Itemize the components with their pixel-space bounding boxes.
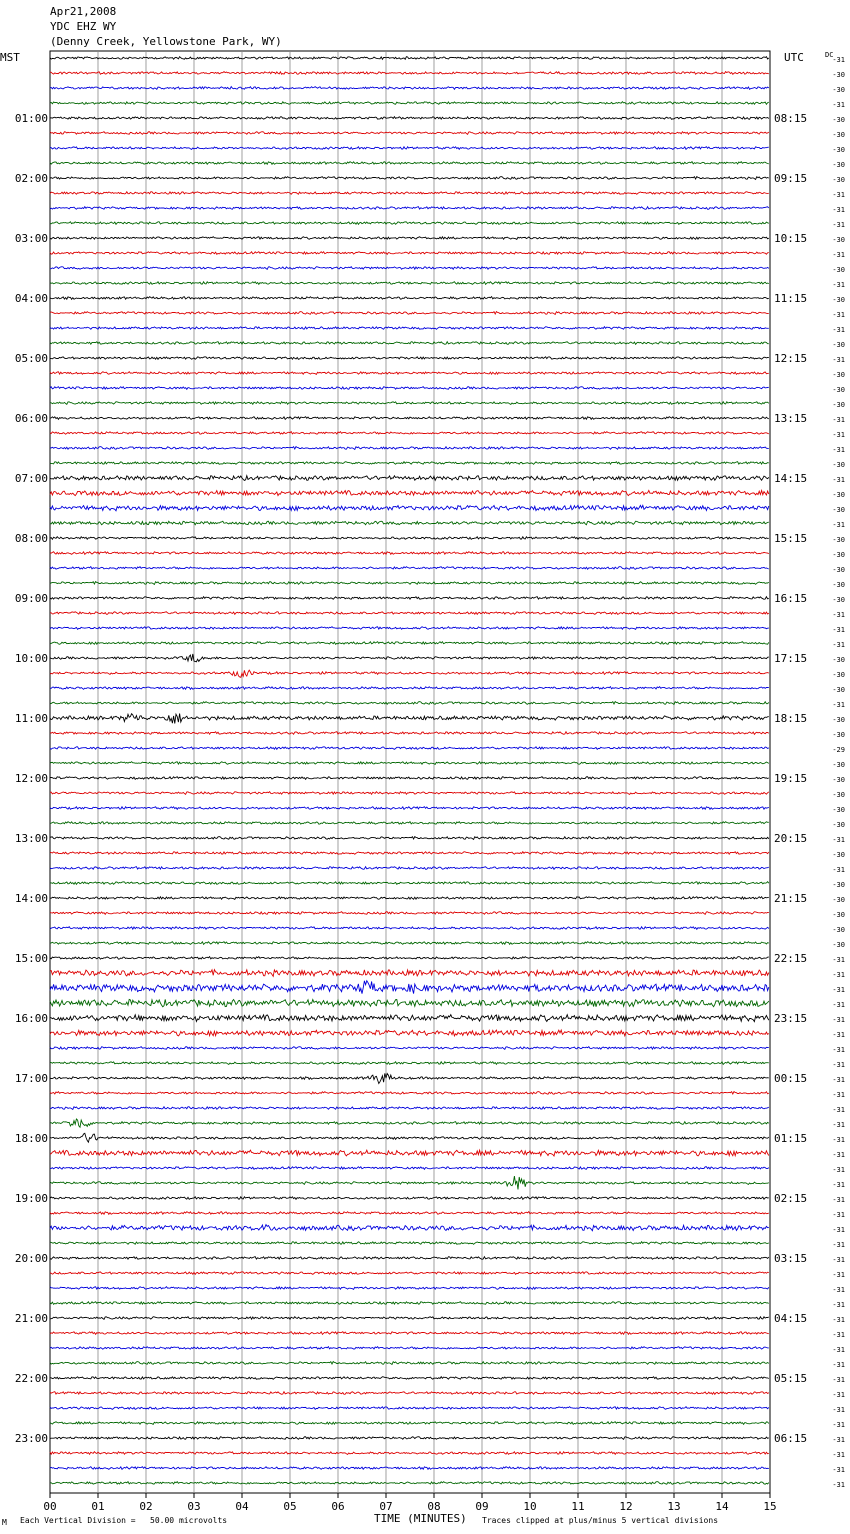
dc-offset-label: -30 (832, 176, 845, 184)
trace-row (50, 957, 769, 960)
trace-row (50, 582, 769, 585)
x-tick-label: 14 (715, 1500, 729, 1513)
trace-row (50, 1176, 769, 1189)
trace-row (50, 670, 769, 677)
trace-row (50, 970, 769, 977)
dc-offset-label: -31 (832, 1406, 845, 1414)
trace-row (50, 282, 769, 285)
scale-note: Each Vertical Division = 50.00 microvolts (20, 1516, 228, 1525)
right-hour-label: 21:15 (774, 892, 808, 905)
trace-row (50, 981, 769, 994)
dc-offset-label: -31 (832, 1466, 845, 1474)
dc-offset-label: -30 (832, 761, 845, 769)
station-location: (Denny Creek, Yellowstone Park, WY) (50, 35, 282, 48)
dc-offset-label: -30 (832, 506, 845, 514)
dc-offset-label: -31 (832, 1286, 845, 1294)
dc-offset-label: -31 (832, 1181, 845, 1189)
x-tick-label: 00 (43, 1500, 57, 1513)
dc-offset-label: -31 (832, 281, 845, 289)
left-hour-label: 13:00 (14, 832, 48, 845)
right-hour-label: 02:15 (774, 1192, 808, 1205)
trace-row (50, 654, 769, 662)
left-hour-label: 09:00 (14, 592, 48, 605)
trace-row (50, 372, 769, 375)
dc-offset-label: -31 (832, 1166, 845, 1174)
dc-offset-label: -31 (832, 971, 845, 979)
dc-offset-label: -30 (832, 911, 845, 919)
trace-row (50, 612, 769, 615)
trace-row (50, 1257, 769, 1260)
trace-row (50, 132, 769, 135)
right-hour-label: 13:15 (774, 412, 808, 425)
dc-offset-label: -31 (832, 956, 845, 964)
x-tick-label: 07 (379, 1500, 393, 1513)
dc-offset-label: -31 (832, 1151, 845, 1159)
trace-row (50, 237, 769, 240)
trace-row (50, 1437, 769, 1440)
dc-offset-label: -30 (832, 941, 845, 949)
trace-row (50, 222, 769, 225)
left-hour-label: 07:00 (14, 472, 48, 485)
trace-row (50, 1062, 769, 1065)
dc-offset-label: -30 (832, 671, 845, 679)
dc-offset-label: -31 (832, 1421, 845, 1429)
right-hour-label: 16:15 (774, 592, 808, 605)
trace-row (50, 687, 769, 690)
left-hour-label: 23:00 (14, 1432, 48, 1445)
right-timezone-label: UTC (784, 51, 804, 64)
left-hour-label: 08:00 (14, 532, 48, 545)
trace-row (50, 87, 769, 90)
dc-offset-label: -29 (832, 746, 845, 754)
trace-row (50, 702, 769, 705)
x-tick-label: 05 (283, 1500, 297, 1513)
right-hour-label: 15:15 (774, 532, 808, 545)
dc-offset-label: -31 (832, 56, 845, 64)
dc-offset-label: -31 (832, 431, 845, 439)
clip-note: Traces clipped at plus/minus 5 vertical divisions (482, 1516, 719, 1525)
x-tick-label: 13 (667, 1500, 681, 1513)
dc-offset-label: -30 (832, 266, 845, 274)
trace-row (50, 432, 769, 435)
dc-offset-label: -31 (832, 1196, 845, 1204)
dc-offset-label: -30 (832, 851, 845, 859)
trace-row (50, 72, 769, 75)
left-hour-label: 06:00 (14, 412, 48, 425)
trace-row (50, 642, 769, 645)
trace-row (50, 837, 769, 840)
dc-offset-label: -31 (832, 446, 845, 454)
dc-offset-label: -31 (832, 1451, 845, 1459)
right-hour-label: 03:15 (774, 1252, 808, 1265)
dc-offset-label: -31 (832, 866, 845, 874)
right-hour-label: 09:15 (774, 172, 808, 185)
dc-offset-label: -31 (832, 1001, 845, 1009)
dc-offset-label: -30 (832, 596, 845, 604)
x-tick-label: 12 (619, 1500, 633, 1513)
right-hour-label: 08:15 (774, 112, 808, 125)
dc-offset-label: -30 (832, 341, 845, 349)
trace-row (50, 117, 769, 120)
right-hour-label: 06:15 (774, 1432, 808, 1445)
dc-offset-label: -30 (832, 71, 845, 79)
dc-offset-label: -30 (832, 791, 845, 799)
trace-row (50, 807, 769, 810)
trace-row (50, 312, 769, 315)
trace-row (50, 537, 769, 540)
dc-offset-label: -30 (832, 131, 845, 139)
dc-offset-label: -31 (832, 191, 845, 199)
dc-offset-label: -31 (832, 1031, 845, 1039)
trace-row (50, 762, 769, 765)
x-tick-label: 01 (91, 1500, 105, 1513)
trace-row (50, 521, 769, 525)
trace-row (50, 1422, 769, 1425)
left-timezone-label: MST (0, 51, 20, 64)
trace-row (50, 1047, 769, 1050)
dc-offset-label: -31 (832, 476, 845, 484)
station-code: YDC EHZ WY (50, 20, 117, 33)
dc-offset-label: -31 (832, 521, 845, 529)
left-hour-label: 19:00 (14, 1192, 48, 1205)
dc-offset-label: -30 (832, 461, 845, 469)
dc-offset-label: -31 (832, 1091, 845, 1099)
trace-row (50, 297, 769, 300)
dc-offset-label: -31 (832, 1436, 845, 1444)
x-tick-label: 03 (187, 1500, 201, 1513)
dc-offset-label: -30 (832, 686, 845, 694)
trace-row (50, 1212, 769, 1215)
left-hour-label: 01:00 (14, 112, 48, 125)
trace-row (50, 1167, 769, 1170)
right-hour-label: 12:15 (774, 352, 808, 365)
trace-row (50, 1150, 769, 1156)
left-hour-label: 12:00 (14, 772, 48, 785)
x-tick-label: 08 (427, 1500, 441, 1513)
right-hour-label: 10:15 (774, 232, 808, 245)
trace-row (50, 1317, 769, 1320)
dc-offset-label: -30 (832, 236, 845, 244)
trace-row (50, 102, 769, 105)
dc-offset-label: -30 (832, 401, 845, 409)
trace-row (50, 252, 769, 255)
trace-row (50, 1407, 769, 1410)
trace-row (50, 927, 769, 930)
dc-offset-label: -31 (832, 221, 845, 229)
dc-offset-label: -31 (832, 1061, 845, 1069)
left-hour-label: 16:00 (14, 1012, 48, 1025)
right-hour-label: 22:15 (774, 952, 808, 965)
trace-row (50, 192, 769, 195)
trace-row (50, 57, 769, 60)
dc-offset-label: -31 (832, 1256, 845, 1264)
dc-offset-label: -31 (832, 641, 845, 649)
dc-offset-label: -31 (832, 1121, 845, 1129)
right-hour-label: 01:15 (774, 1132, 808, 1145)
dc-offset-label: -31 (832, 626, 845, 634)
trace-row (50, 1133, 769, 1142)
dc-offset-label: -31 (832, 1241, 845, 1249)
trace-row (50, 1092, 769, 1095)
dc-offset-label: -31 (832, 1346, 845, 1354)
trace-row (50, 1015, 769, 1022)
dc-offset-label: -31 (832, 1361, 845, 1369)
dc-offset-label: -30 (832, 926, 845, 934)
dc-label: DC (825, 51, 834, 59)
trace-row (50, 1482, 769, 1485)
left-hour-label: 15:00 (14, 952, 48, 965)
trace-row (50, 342, 769, 345)
plot-date: Apr21,2008 (50, 5, 117, 18)
dc-offset-label: -30 (832, 716, 845, 724)
dc-offset-label: -31 (832, 1376, 845, 1384)
trace-row (50, 1467, 769, 1470)
trace-row (50, 1107, 769, 1110)
trace-row (50, 267, 769, 270)
x-axis-title: TIME (MINUTES) (374, 1512, 467, 1525)
dc-offset-label: -31 (832, 1211, 845, 1219)
corner-mark: M (2, 1518, 7, 1527)
right-hour-label: 05:15 (774, 1372, 808, 1385)
dc-offset-label: -31 (832, 611, 845, 619)
dc-offset-label: -31 (832, 326, 845, 334)
dc-offset-label: -31 (832, 1016, 845, 1024)
right-hour-label: 17:15 (774, 652, 808, 665)
right-hour-label: 18:15 (774, 712, 808, 725)
trace-row (50, 447, 769, 450)
dc-offset-label: -30 (832, 566, 845, 574)
dc-offset-label: -30 (832, 581, 845, 589)
trace-row (50, 732, 769, 735)
left-hour-label: 18:00 (14, 1132, 48, 1145)
x-tick-label: 02 (139, 1500, 153, 1513)
dc-offset-label: -31 (832, 1391, 845, 1399)
trace-row (50, 1332, 769, 1335)
dc-offset-label: -31 (832, 1316, 845, 1324)
x-tick-label: 09 (475, 1500, 489, 1513)
trace-row (50, 714, 769, 724)
trace-row (50, 1392, 769, 1395)
trace-row (50, 462, 769, 465)
dc-offset-label: -31 (832, 206, 845, 214)
trace-row (50, 567, 769, 570)
dc-offset-label: -31 (832, 356, 845, 364)
trace-row (50, 1287, 769, 1290)
dc-offset-label: -30 (832, 386, 845, 394)
dc-offset-label: -30 (832, 881, 845, 889)
trace-row (50, 1377, 769, 1380)
trace-row (50, 1272, 769, 1275)
trace-row (50, 597, 769, 600)
trace-row (50, 490, 769, 495)
left-hour-label: 20:00 (14, 1252, 48, 1265)
dc-offset-label: -30 (832, 821, 845, 829)
right-hour-label: 14:15 (774, 472, 808, 485)
trace-row (50, 822, 769, 825)
right-hour-label: 23:15 (774, 1012, 808, 1025)
dc-offset-label: -30 (832, 656, 845, 664)
left-hour-label: 03:00 (14, 232, 48, 245)
x-tick-label: 10 (523, 1500, 537, 1513)
dc-offset-label: -30 (832, 161, 845, 169)
dc-offset-label: -31 (832, 701, 845, 709)
trace-row (50, 207, 769, 210)
dc-offset-label: -31 (832, 1076, 845, 1084)
dc-offset-label: -31 (832, 1136, 845, 1144)
dc-offset-label: -31 (832, 1106, 845, 1114)
trace-row (50, 942, 769, 945)
dc-offset-label: -30 (832, 146, 845, 154)
trace-row (50, 1242, 769, 1245)
trace-row (50, 1452, 769, 1455)
dc-offset-label: -30 (832, 776, 845, 784)
left-hour-label: 14:00 (14, 892, 48, 905)
trace-row (50, 387, 769, 390)
dc-offset-label: -30 (832, 371, 845, 379)
left-hour-label: 22:00 (14, 1372, 48, 1385)
trace-row (50, 162, 769, 165)
dc-offset-label: -30 (832, 896, 845, 904)
dc-offset-label: -31 (832, 1481, 845, 1489)
dc-offset-label: -30 (832, 491, 845, 499)
dc-offset-label: -31 (832, 101, 845, 109)
right-hour-label: 11:15 (774, 292, 808, 305)
dc-offset-label: -31 (832, 416, 845, 424)
dc-offset-label: -30 (832, 806, 845, 814)
x-tick-label: 11 (571, 1500, 585, 1513)
dc-offset-label: -30 (832, 551, 845, 559)
right-hour-label: 04:15 (774, 1312, 808, 1325)
dc-offset-label: -31 (832, 986, 845, 994)
trace-row (50, 1119, 769, 1127)
dc-offset-label: -31 (832, 1226, 845, 1234)
right-hour-label: 00:15 (774, 1072, 808, 1085)
left-hour-label: 21:00 (14, 1312, 48, 1325)
dc-offset-label: -30 (832, 731, 845, 739)
trace-row (50, 476, 769, 481)
trace-row (50, 1362, 769, 1365)
trace-row (50, 897, 769, 900)
trace-row (50, 1302, 769, 1305)
trace-row (50, 747, 769, 750)
trace-row (50, 327, 769, 330)
trace-row (50, 1030, 769, 1036)
right-hour-label: 19:15 (774, 772, 808, 785)
trace-row (50, 852, 769, 855)
left-hour-label: 11:00 (14, 712, 48, 725)
trace-row (50, 417, 769, 420)
trace-row (50, 777, 769, 780)
trace-row (50, 999, 769, 1006)
x-tick-label: 06 (331, 1500, 345, 1513)
dc-offset-label: -30 (832, 536, 845, 544)
trace-row (50, 1073, 769, 1083)
trace-row (50, 552, 769, 555)
left-hour-label: 04:00 (14, 292, 48, 305)
dc-offset-label: -30 (832, 296, 845, 304)
trace-row (50, 792, 769, 795)
trace-row (50, 867, 769, 870)
dc-offset-label: -30 (832, 86, 845, 94)
dc-offset-label: -30 (832, 116, 845, 124)
left-hour-label: 10:00 (14, 652, 48, 665)
dc-offset-label: -31 (832, 1046, 845, 1054)
dc-offset-label: -31 (832, 251, 845, 259)
dc-offset-label: -31 (832, 311, 845, 319)
trace-row (50, 912, 769, 915)
dc-offset-label: -31 (832, 1331, 845, 1339)
trace-row (50, 1347, 769, 1350)
x-tick-label: 15 (763, 1500, 777, 1513)
trace-row (50, 505, 769, 511)
x-tick-label: 04 (235, 1500, 249, 1513)
trace-row (50, 1225, 769, 1231)
left-hour-label: 17:00 (14, 1072, 48, 1085)
left-hour-label: 02:00 (14, 172, 48, 185)
trace-row (50, 147, 769, 150)
dc-offset-label: -31 (832, 1271, 845, 1279)
dc-offset-label: -31 (832, 1301, 845, 1309)
dc-offset-label: -31 (832, 836, 845, 844)
trace-row (50, 1197, 769, 1200)
trace-row (50, 882, 769, 885)
trace-row (50, 357, 769, 360)
left-hour-label: 05:00 (14, 352, 48, 365)
trace-row (50, 177, 769, 180)
trace-row (50, 627, 769, 630)
right-hour-label: 20:15 (774, 832, 808, 845)
trace-row (50, 402, 769, 405)
